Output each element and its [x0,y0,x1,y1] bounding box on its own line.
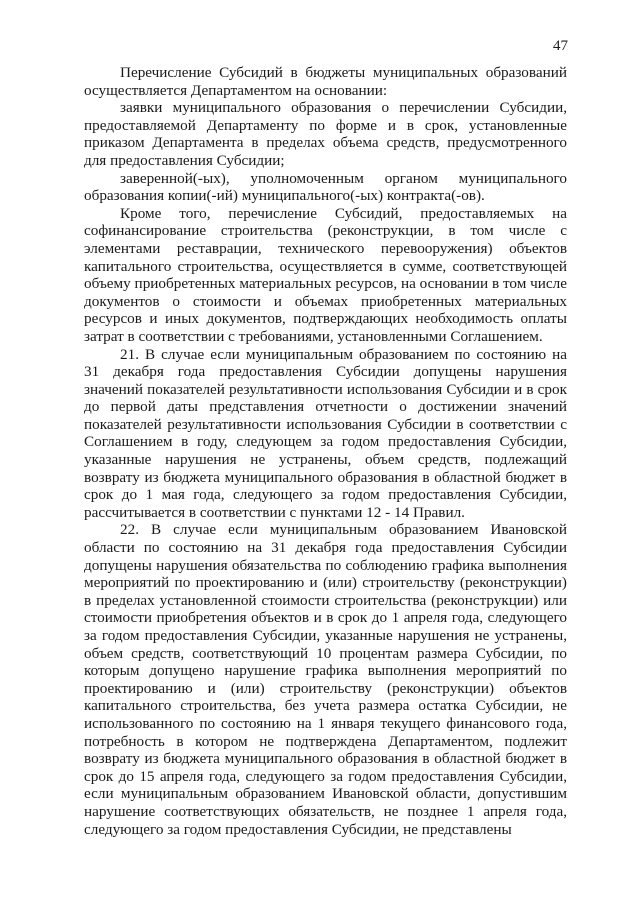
paragraph-clause-22: 22. В случае если муниципальным образованием Ивановской области по состоянию на 31 декабря года предоставления Субсидии допущены нарушения обязательства по соблюдению графика выполнения мероприятий по проектированию и (или) строительству (реконструкции) в пределах установленной стоимости строительства (реконструкции) или стоимости приобретения объектов и в срок до 1 апреля года, следующего за годом предоставления Субсидии, указанные нарушения не устранены, объем средств, соответствующий 10 процентам размера Субсидии, по которым допущено нарушение графика выполнения мероприятий по проектированию и (или) строительству (реконструкции) объектов капитального строительства, без учета размера остатка Субсидии, не использованного по состоянию на 1 января текущего финансового года, потребность в котором не подтверждена Департаментом, подлежит возврату из бюджета муниципального образования в областной бюджет в срок до 15 апреля года, следующего за годом предоставления Субсидии, если муниципальным образованием Ивановской области, допустившим нарушение соответствующих обязательств, не позднее 1 апреля года, следующего за годом предоставления Субсидии, не представлены [84,521,567,838]
paragraph-clause-21: 21. В случае если муниципальным образованием по состоянию на 31 декабря года предоставления Субсидии допущены нарушения значений показателей результативности использования Субсидии и в срок до первой даты представления отчетности о достижении значений показателей результативности использования Субсидии в соответствии с Соглашением в году, следующем за годом предоставления Субсидии, указанные нарушения не устранены, объем средств, подлежащий возврату из бюджета муниципального образования в областной бюджет в срок до 1 мая года, следующего за годом предоставления Субсидии, рассчитывается в соответствии с пунктами 12 - 14 Правил. [84,345,567,521]
document-body [84,64,567,838]
paragraph-application: заявки муниципального образования о перечислении Субсидии, предоставляемой Департаменту по форме и в срок, установленные приказом Департамента в пределах объема средств, предусмотренного для предоставления Субсидии; [84,99,567,169]
paragraph-cofinancing: Кроме того, перечисление Субсидий, предоставляемых на софинансирование строительства (реконструкции, в том числе с элементами реставрации, технического перевооружения) объектов капитального строительства, осуществляется в сумме, соответствующей объему приобретенных материальных ресурсов, на основании в том числе документов о стоимости и объемах приобретенных материальных ресурсов и иных документов, подтверждающих необходимость оплаты затрат в соответствии с требованиями, установленными Соглашением. [84,204,567,345]
page-number: 47 [553,38,568,54]
paragraph-contract-copies: заверенной(-ых), уполномоченным органом муниципального образования копии(-ий) муниципального(-ых) контракта(-ов). [84,169,567,205]
paragraph-intro: Перечисление Субсидий в бюджеты муниципальных образований осуществляется Департаментом на основании: [84,64,567,99]
